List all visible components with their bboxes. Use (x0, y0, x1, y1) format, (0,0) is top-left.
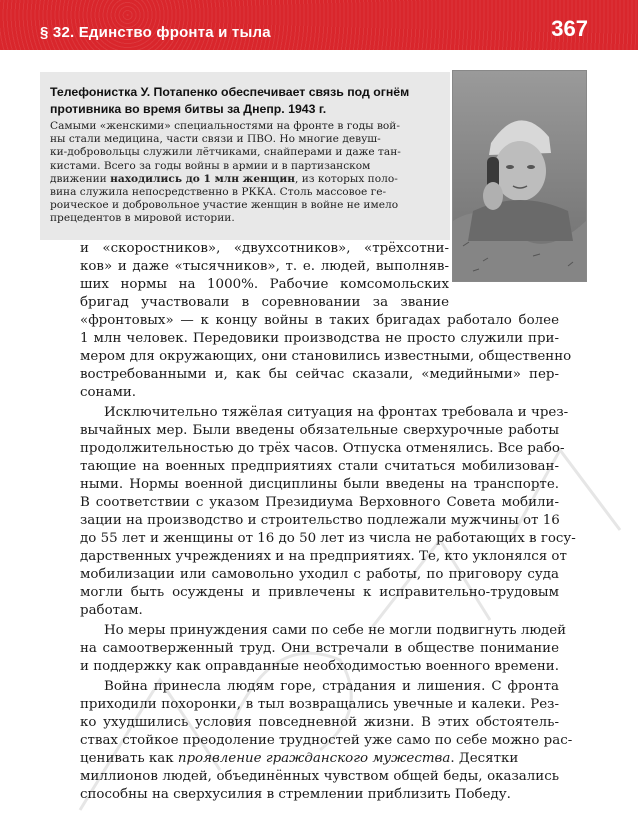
body-line: Война принесла людям горе, страдания и лишения. С фронта (104, 679, 559, 694)
body-line: «фронтовых» — к концу войны в таких бригадах работало более (80, 313, 559, 328)
body-line: работам. (80, 603, 143, 618)
caption-line (50, 173, 445, 186)
caption-line: роическое и добровольное участие женщин в войне не имело (50, 199, 399, 212)
body-line: могли быть осуждены и привлечены к исправительно-трудовым (80, 585, 559, 600)
caption-title-line: противника во время битвы за Днепр. 1943 г. (50, 102, 327, 116)
body-line: вычайных мер. Были введены обязательные сверхурочные работы (80, 423, 559, 438)
body-line (80, 750, 559, 767)
caption-text (50, 120, 445, 226)
body-line: и поддержку как оправданные необходимостью военного времени. (80, 659, 559, 674)
caption-line: ки-добровольцы служили лётчиками, снайперами и даже тан- (50, 146, 401, 159)
caption-line: кистами. Всего за годы войны в армии и в партизанском (50, 159, 371, 172)
body-line: способны на сверхусилия в стремлении приблизить Победу. (80, 787, 511, 802)
body-line: до 55 лет и женщины от 16 до 50 лет из числа не работающих в госу- (80, 531, 576, 546)
caption-segment: , из которых поло- (294, 172, 398, 185)
caption-segment: движении (50, 172, 111, 185)
caption-bold-phrase: находились до 1 млн женщин (110, 172, 295, 185)
body-line: ков» и даже «тысячников», т. е. людей, выполняв- (80, 259, 449, 274)
caption-title-line: Телефонистка У. Потапенко обеспечивает связь под огнём (50, 85, 410, 99)
body-line: тающие на военных предприятиях стали считаться мобилизован- (80, 459, 559, 474)
photo-illustration (453, 71, 586, 281)
caption-line: вина служила непосредственно в РККА. Столь массовое ге- (50, 186, 387, 199)
body-line: Исключительно тяжёлая ситуация на фронтах требовала и чрез- (104, 405, 569, 420)
body-line: и «скоростников», «двухсотников», «трёхсотни- (80, 241, 449, 256)
caption-line: прецедентов в мировой истории. (50, 212, 235, 225)
body-line: ными. Нормы военной дисциплины были введены на транспорте. (80, 477, 559, 492)
body-line: сонами. (80, 385, 137, 400)
body-line: В соответствии с указом Президиума Верховного Совета мобили- (80, 495, 559, 510)
body-line: зации на производство и строительство подлежали мужчины от 16 (80, 513, 560, 528)
body-segment (80, 750, 518, 767)
body-line: Но меры принуждения сами по себе не могли подвигнуть людей (104, 623, 567, 638)
body-line: бригад участвовали в соревновании за звание (80, 295, 449, 310)
body-line: приходили похоронки, в тыл возвращались увечные и калеки. Рез- (80, 697, 559, 712)
body-line: ко ухудшились условия повседневной жизни. В этих обстоятель- (80, 715, 559, 730)
caption-title (50, 84, 450, 118)
section-title: § 32. Единство фронта и тыла (40, 24, 271, 41)
body-line: дарственных учреждениях и на предприятиях. Те, кто уклонялся от (80, 549, 567, 564)
body-segment-tail: . Десятки (450, 751, 519, 766)
body-line: мобилизации или самовольно уходил с работы, по приговору суда (80, 567, 559, 582)
body-line: востребованными и, как бы сейчас сказали, «медийными» пер- (80, 367, 559, 382)
page-number: 367 (551, 16, 588, 41)
telephone-operator-photo (452, 70, 587, 282)
caption-line: Самыми «женскими» специальностями на фронте в годы вой- (50, 120, 400, 132)
body-segment-lead: ценивать как (80, 751, 178, 766)
body-line: ствах стойкое преодоление трудностей уже само по себе можно рас- (80, 733, 573, 748)
body-line: на самоотверженный труд. Они встречали в обществе понимание (80, 641, 559, 656)
page-header (0, 0, 638, 50)
body-line: 1 млн человек. Передовики производства не просто служили при- (80, 331, 559, 346)
caption-line: ны стали медицина, части связи и ПВО. Но многие девуш- (50, 133, 381, 146)
emphasized-phrase: проявление гражданского мужества (177, 751, 451, 766)
body-line: мером для окружающих, они становились известными, общественно (80, 349, 572, 364)
body-line: продолжительностью до трёх часов. Отпуска отменялись. Все рабо- (80, 441, 565, 456)
body-line: ших нормы на 1000%. Рабочие комсомольских (80, 277, 449, 292)
body-line: миллионов людей, объединённых чувством общей беды, оказались (80, 769, 559, 784)
